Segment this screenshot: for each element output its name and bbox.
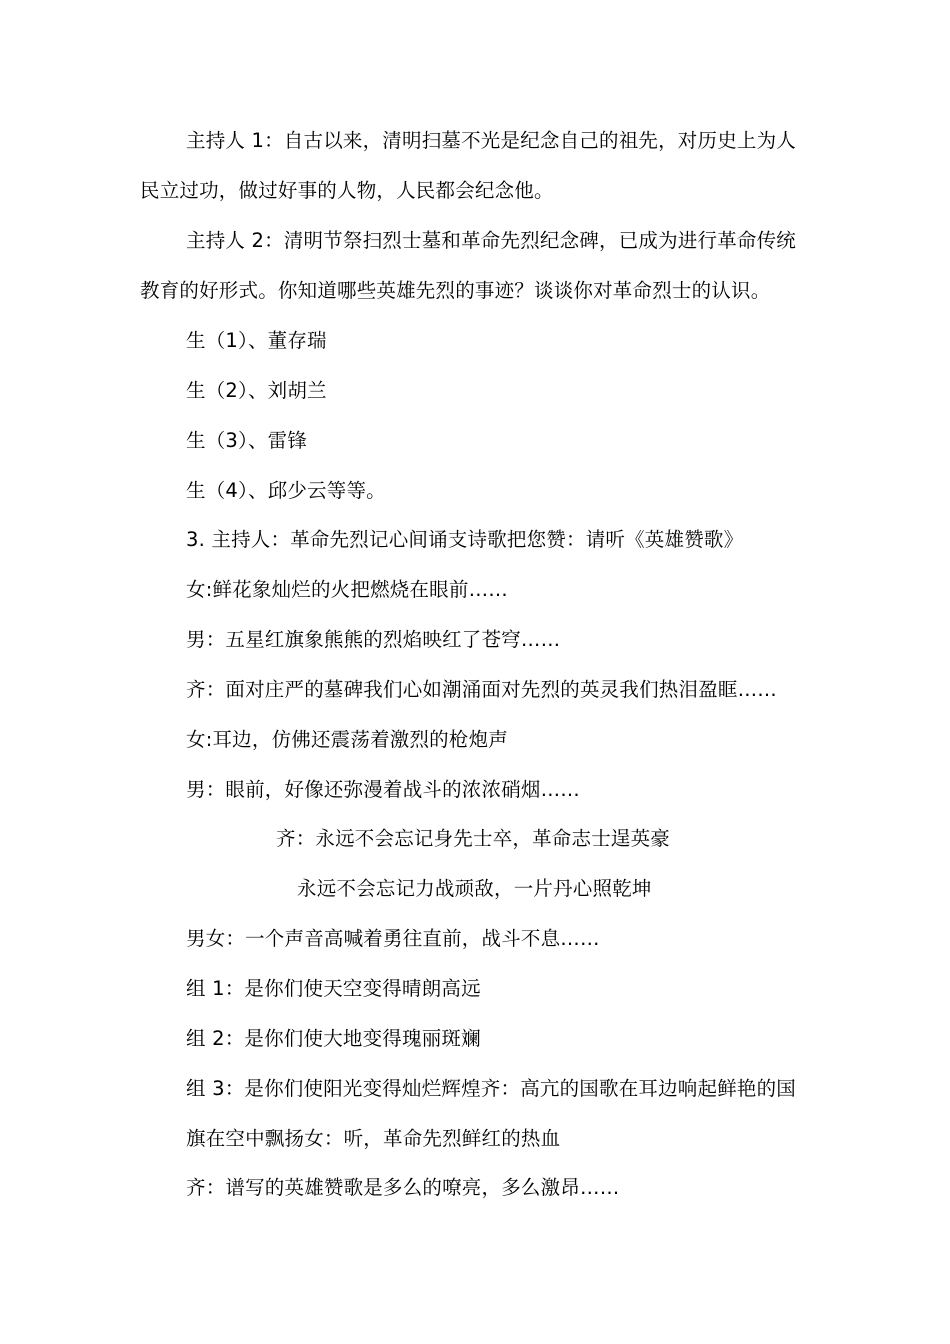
paragraph-host1-line1: 主持人 1：自古以来，清明扫墓不光是纪念自己的祖先，对历史上为人 — [186, 129, 797, 152]
student-2-line: 生（2）、刘胡兰 — [186, 379, 327, 402]
paragraph-host1-line2: 民立过功，做过好事的人物，人民都会纪念他。 — [140, 179, 554, 202]
mixed-voice-line: 男女：一个声音高喊着勇往直前，战斗不息…… — [186, 927, 600, 950]
student-3-line: 生（3）、雷锋 — [186, 429, 308, 452]
chorus-line-3: 永远不会忘记力战顽敌，一片丹心照乾坤 — [297, 877, 652, 900]
group-1-line: 组 1：是你们使天空变得晴朗高远 — [186, 977, 481, 1000]
group-3-line: 组 3：是你们使阳光变得灿烂辉煌齐：高亢的国歌在耳边响起鲜艳的国 — [186, 1077, 797, 1100]
male-line-2: 男：眼前，好像还弥漫着战斗的浓浓硝烟…… — [186, 778, 581, 801]
chorus-line-1: 齐：面对庄严的墓碑我们心如潮涌面对先烈的英灵我们热泪盈眶…… — [186, 678, 778, 701]
paragraph-host2-line1: 主持人 2：清明节祭扫烈士墓和革命先烈纪念碑，已成为进行革命传统 — [186, 229, 797, 252]
student-1-line: 生（1）、董存瑞 — [186, 329, 327, 352]
student-4-line: 生（4）、邱少云等等。 — [186, 479, 386, 502]
flag-line: 旗在空中飘扬女：听，革命先烈鲜红的热血 — [186, 1127, 561, 1150]
chorus-line-final: 齐：谱写的英雄赞歌是多么的嘹亮，多么激昂…… — [186, 1176, 620, 1199]
female-line-1: 女:鲜花象灿烂的火把燃烧在眼前…… — [186, 578, 508, 601]
chorus-line-2: 齐：永远不会忘记身先士卒，革命志士逞英豪 — [276, 827, 671, 850]
female-line-2: 女:耳边，仿佛还震荡着激烈的枪炮声 — [186, 728, 508, 751]
paragraph-host2-line2: 教育的好形式。你知道哪些英雄先烈的事迹？谈谈你对革命烈士的认识。 — [140, 279, 771, 302]
male-line-1: 男：五星红旗象熊熊的烈焰映红了苍穹…… — [186, 628, 561, 651]
group-2-line: 组 2：是你们使大地变得瑰丽斑斓 — [186, 1027, 481, 1050]
host-poem-intro-line: 3. 主持人：革命先烈记心间诵支诗歌把您赞：请听《英雄赞歌》 — [186, 528, 744, 551]
